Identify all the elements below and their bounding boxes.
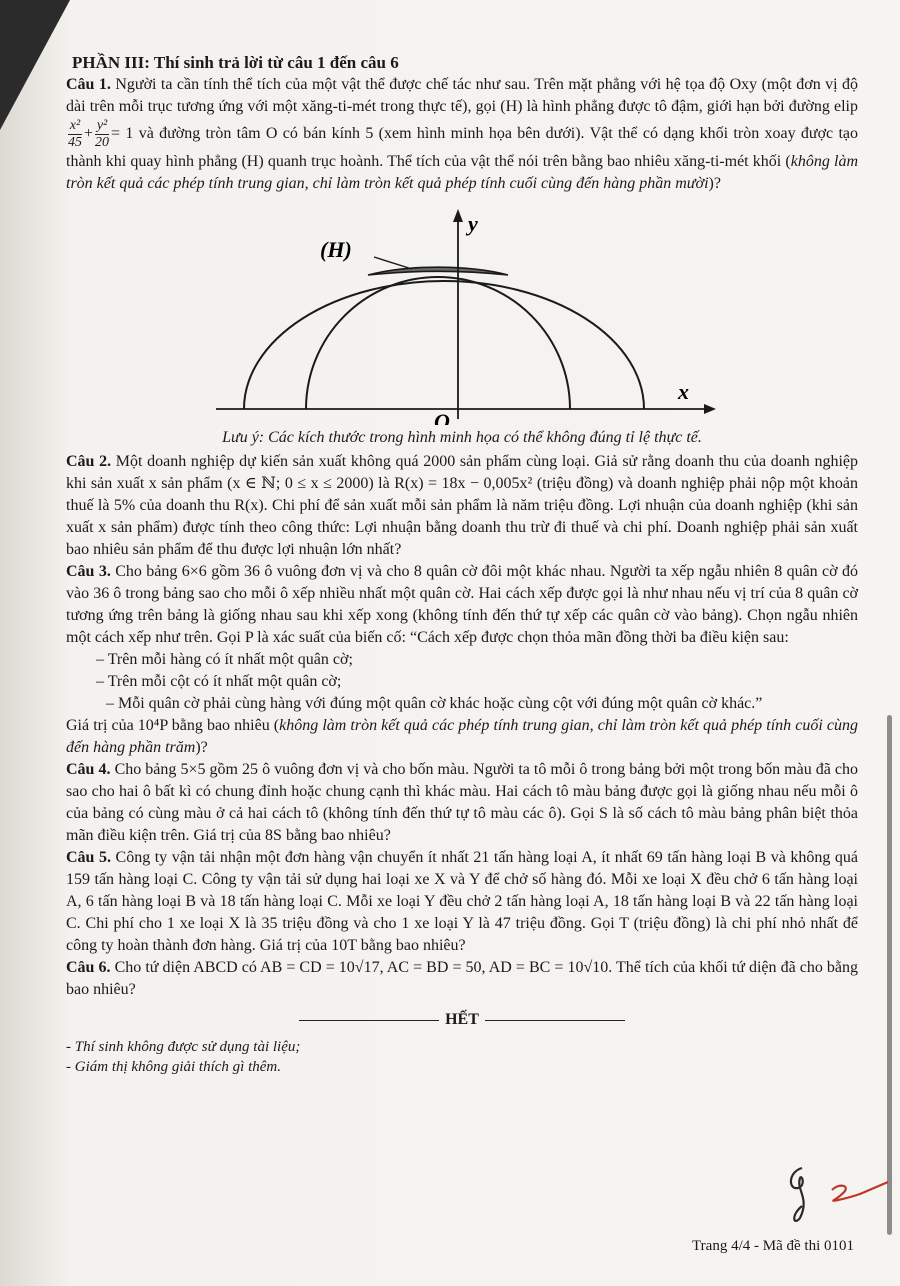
footer-note-2: - Giám thị không giải thích gì thêm.: [66, 1059, 281, 1075]
question-3: [66, 561, 858, 649]
figure-svg: [66, 195, 858, 425]
question-2: [66, 451, 858, 561]
question-text: và đường tròn tâm O có bán kính 5 (xem hình minh họa bên dưới). Vật thể có dạng khối tròn xoay được tạo thành khi quay hình phẳng (H) quanh trục hoành. Thể tích của vật thể nói trên bằng bao nhiêu xăng-ti-mét khối (: [66, 125, 859, 170]
question-4: [66, 759, 858, 847]
question-label: Câu 6.: [66, 959, 111, 976]
footer-note-1: - Thí sinh không được sử dụng tài liệu;: [66, 1039, 301, 1055]
question-5: [66, 847, 858, 957]
region-h-label: (H): [320, 237, 352, 262]
signature-image: [780, 1160, 890, 1230]
condition-1: – Trên mỗi hàng có ít nhất một quân cờ;: [96, 651, 353, 668]
question-text: Công ty vận tải nhận một đơn hàng vận chuyển ít nhất 21 tấn hàng loại A, ít nhất 69 tấn hàng loại B và không quá 159 tấn hàng loại C. Công ty vận tải sử dụng hai loại xe X và Y để chở số hàng đó. Mỗi xe loại X đều chở 6 tấn hàng loại A, 6 tấn hàng loại B và 18 tấn hàng loại C. Mỗi xe loại Y đều chở 2 tấn hàng loại A, 18 tấn hàng loại B và 22 tấn hàng loại C. Chi phí cho 1 xe loại X là 35 triệu đồng và cho 1 xe loại Y là 47 triệu đồng. Gọi T (triệu đồng) là chi phí nhỏ nhất để công ty hoàn thành đơn hàng. Giá trị của 10T bằng bao nhiêu?: [66, 849, 858, 954]
label-pointer: [374, 257, 412, 269]
question-text: Người ta cần tính thể tích của một vật thể được chế tác như sau. Trên mặt phẳng với hệ tọa độ Oxy (một đơn vị độ dài trên mỗi trục tương ứng với một xăng-ti-mét trong thực tế), gọi (H) là hình phẳng được tô đậm, giới hạn bởi đường elip: [66, 76, 859, 115]
condition-2: – Trên mỗi cột có ít nhất một quân cờ;: [96, 673, 342, 690]
section-title: PHẦN III: Thí sinh trả lời từ câu 1 đến câu 6: [72, 53, 399, 72]
ellipse-y-fraction: $\frac{\text{y²}}{20}$: [95, 118, 110, 150]
scrollbar[interactable]: [887, 715, 892, 1235]
page-info: Trang 4/4 - Mã đề thi 0101: [692, 1238, 854, 1254]
question-1: Câu 1. Người ta cần tính thể tích của một vật thể được chế tác như sau. Trên mặt phẳng với hệ tọa độ Oxy (một đơn vị độ dài trên mỗi trục tương ứng với một xăng-ti-mét trong thực tế), gọi (H) là hình phẳng được tô đậm, giới hạn bởi đường elip $\frac{\text{x²}}{45}$ + $\frac{\text{y²}}{20}$ = 1 và đường tròn tâm O có bán kính 5 (xem hình minh họa bên dưới). Vật thể có dạng khối tròn xoay được tạo thành khi quay hình phẳng (H) quanh trục hoành. Thể tích của vật thể nói trên bằng bao nhiêu xăng-ti-mét khối (không làm tròn kết quả các phép tính trung gian, chỉ làm tròn kết quả phép tính cuối cùng đến hàng phần mười)?: [66, 76, 859, 192]
question-text: Cho tứ diện ABCD có AB = CD = 10√17, AC = BD = 50, AD = BC = 10√10. Thể tích của khối tứ diện đã cho bằng bao nhiêu?: [66, 959, 859, 998]
ellipse-circle-figure: [66, 195, 858, 425]
question-6: [66, 957, 858, 1001]
exam-content: [66, 52, 858, 1077]
question-text: Cho bảng 6×6 gồm 36 ô vuông đơn vị và cho 8 quân cờ đôi một khác nhau. Người ta xếp ngẫu nhiên 8 quân cờ đó vào 36 ô trong bảng sao cho mỗi ô xếp nhiều nhất một quân cờ. Hai cách xếp được gọi là như nhau nếu vị trí của 8 quân cờ tương ứng trên bảng là giống nhau sau khi xếp xong (không tính đến thứ tự xếp các quân cờ vào bảng). Chọn ngẫu nhiên một cách xếp như trên. Gọi P là xác suất của biến cố: “Cách xếp được chọn thỏa mãn đồng thời ba điều kiện sau:: [66, 563, 859, 646]
question-label: Câu 4.: [66, 761, 111, 778]
end-marker: HẾT: [66, 1009, 858, 1031]
x-axis-arrow: [704, 404, 716, 414]
question-3-ask: Giá trị của 10⁴P bằng bao nhiêu (không làm tròn kết quả các phép tính trung gian, chỉ làm tròn kết quả phép tính cuối cùng đến hàng phần trăm)?: [66, 717, 858, 756]
origin-label: O: [434, 409, 450, 425]
footer-notes: [66, 1037, 858, 1077]
question-label: Câu 5.: [66, 849, 111, 866]
divider: [299, 1020, 439, 1021]
rounding-instruction: không làm tròn kết quả các phép tính trung gian, chỉ làm tròn kết quả phép tính cuối cùng đến hàng phần mười: [66, 153, 858, 192]
figure-note: Lưu ý: Các kích thước trong hình minh họa có thể không đúng tỉ lệ thực tế.: [222, 429, 702, 446]
question-label: Câu 2.: [66, 453, 112, 470]
question-label: Câu 1.: [66, 76, 111, 93]
divider: [485, 1020, 625, 1021]
page-corner-shadow: [0, 0, 70, 130]
question-text: Cho bảng 5×5 gồm 25 ô vuông đơn vị và cho bốn màu. Người ta tô mỗi ô trong bảng bởi một trong bốn màu đã cho sao cho hai ô bất kì có chung đỉnh hoặc chung cạnh thì khác màu. Hai cách tô màu bảng được gọi là giống nhau nếu mỗi ô của bảng có cùng màu ở cả hai cách tô (không tính đến thứ tự tô màu các ô). Gọi S là số cách tô màu bảng phân biệt thỏa mãn điều kiện trên. Giá trị của 8S bằng bao nhiêu?: [66, 761, 859, 844]
question-label: Câu 3.: [66, 563, 111, 580]
ellipse-curve: [244, 281, 644, 409]
x-axis-label: x: [678, 379, 689, 404]
rounding-instruction: không làm tròn kết quả các phép tính trung gian, chỉ làm tròn kết quả phép tính cuối cùng đến hàng phần trăm: [66, 717, 858, 756]
question-text: Một doanh nghiệp dự kiến sản xuất không quá 2000 sản phẩm cùng loại. Giả sử rằng doanh thu của doanh nghiệp khi sản xuất x sản phẩm (x ∈ ℕ; 0 ≤ x ≤ 2000) là R(x) = 18x − 0,005x² (triệu đồng) và doanh nghiệp phải nộp một khoản thuế là 5% của doanh thu R(x). Chi phí để sản xuất mỗi sản phẩm là năm triệu đồng. Lợi nhuận của doanh nghiệp (khi sản xuất x sản phẩm) được tính theo công thức: Lợi nhuận bằng doanh thu trừ đi thuế và chi phí. Doanh nghiệp phải sản xuất bao nhiêu sản phẩm để thu được lợi nhuận lớn nhất?: [66, 453, 859, 558]
condition-3: – Mỗi quân cờ phải cùng hàng với đúng một quân cờ khác hoặc cùng cột với đúng một quân cờ khác.”: [106, 695, 763, 712]
ellipse-x-fraction: $\frac{\text{x²}}{45}$: [68, 118, 82, 150]
y-axis-arrow: [453, 209, 463, 222]
y-axis-label: y: [468, 211, 478, 236]
